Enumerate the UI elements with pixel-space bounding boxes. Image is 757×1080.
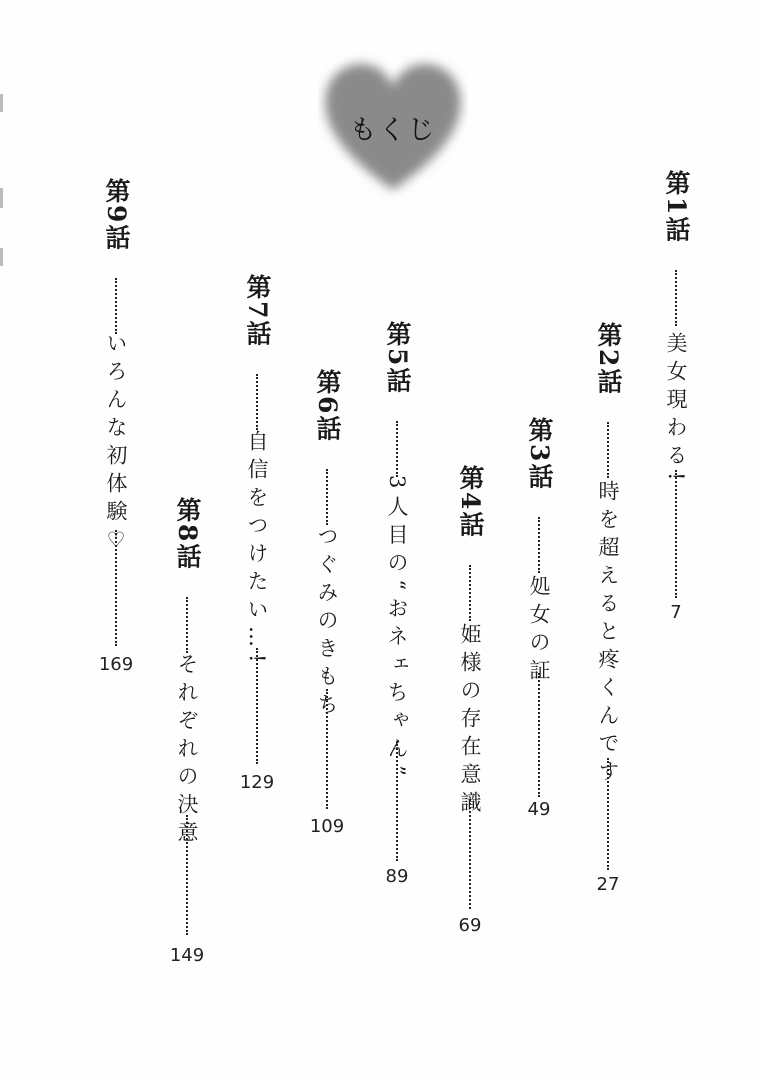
chapter-2-number: 第2話 bbox=[594, 322, 623, 396]
scan-edge-mark bbox=[0, 94, 3, 112]
chapter-4-number: 第4話 bbox=[456, 465, 485, 539]
dot-leader bbox=[607, 422, 609, 478]
dot-leader bbox=[186, 815, 188, 935]
dot-leader bbox=[538, 673, 540, 797]
scan-edge-mark bbox=[0, 248, 3, 266]
scan-edge-mark bbox=[0, 188, 3, 208]
chapter-5-number: 第5話 bbox=[383, 321, 412, 395]
chapter-2-page: 27 bbox=[596, 874, 620, 895]
dot-leader bbox=[607, 758, 609, 870]
chapter-3-title: 処女の証 bbox=[527, 575, 551, 687]
dot-leader bbox=[675, 470, 677, 598]
chapter-3-page: 49 bbox=[527, 799, 551, 820]
dot-leader bbox=[469, 565, 471, 621]
chapter-1-title: 美女現わる! bbox=[664, 332, 688, 488]
chapter-8-page: 149 bbox=[169, 945, 205, 966]
chapter-1-page: 7 bbox=[670, 602, 682, 623]
dot-leader bbox=[469, 799, 471, 909]
chapter-1-number: 第1話 bbox=[662, 170, 691, 244]
toc-heading: もくじ bbox=[349, 115, 437, 146]
chapter-4-title: 姫様の存在意識 bbox=[458, 623, 482, 819]
dot-leader bbox=[115, 278, 117, 334]
chapter-4-page: 69 bbox=[458, 915, 482, 936]
chapter-8-title: それぞれの決意 bbox=[175, 653, 199, 849]
chapter-9-page: 169 bbox=[98, 654, 134, 675]
chapter-8-number: 第8話 bbox=[173, 497, 202, 571]
chapter-6-page: 109 bbox=[309, 816, 345, 837]
chapter-6-number: 第6話 bbox=[313, 369, 342, 443]
chapter-5-title: 3人目の“おネェちゃん” bbox=[385, 475, 409, 783]
dot-leader bbox=[256, 374, 258, 430]
dot-leader bbox=[538, 517, 540, 573]
dot-leader bbox=[326, 469, 328, 525]
dot-leader bbox=[396, 741, 398, 861]
dot-leader bbox=[326, 689, 328, 809]
chapter-7-title: 自信をつけたい…! bbox=[245, 430, 269, 670]
chapter-3-number: 第3話 bbox=[525, 417, 554, 491]
chapter-5-page: 89 bbox=[385, 866, 409, 887]
chapter-9-number: 第9話 bbox=[102, 178, 131, 252]
dot-leader bbox=[115, 530, 117, 646]
dot-leader bbox=[396, 421, 398, 477]
chapter-9-title: いろんな初体験♡ bbox=[104, 332, 128, 559]
chapter-7-page: 129 bbox=[239, 772, 275, 793]
chapter-6-title: つぐみのきもち bbox=[315, 525, 339, 721]
dot-leader bbox=[675, 270, 677, 326]
chapter-7-number: 第7話 bbox=[243, 274, 272, 348]
dot-leader bbox=[186, 597, 188, 653]
chapter-2-title: 時を超えると疼くんです bbox=[596, 480, 620, 788]
dot-leader bbox=[256, 648, 258, 764]
